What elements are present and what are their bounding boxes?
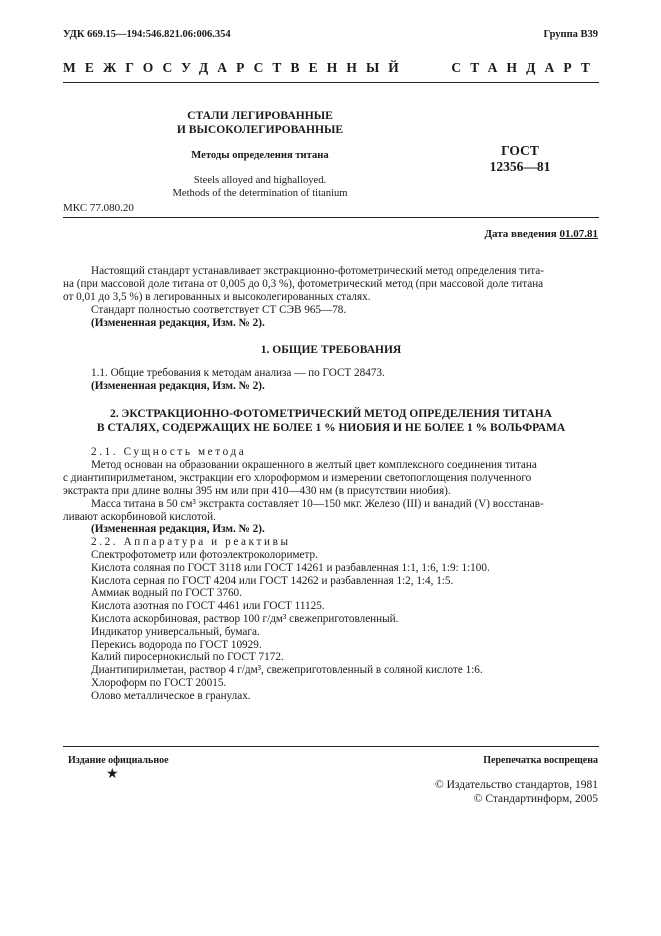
clause-2-2: 2.2. Аппаратура и реактивы	[91, 536, 291, 548]
section-2-revision: (Измененная редакция, Изм. № 2).	[91, 523, 265, 535]
gost-label: ГОСТ	[501, 143, 539, 158]
interstate-standard-banner: МЕЖГОСУДАРСТВЕННЫЙ СТАНДАРТ	[63, 60, 599, 75]
title-rule	[63, 217, 599, 218]
reagent-item: Калий пиросернокислый по ГОСТ 7172.	[91, 651, 284, 663]
reagent-item: Кислота соляная по ГОСТ 3118 или ГОСТ 14261 и разбавленная 1:1, 1:6, 1:9: 1:100.	[91, 562, 490, 574]
title-english-1: Steels alloyed and highalloyed.	[193, 175, 327, 186]
section-1-revision: (Измененная редакция, Изм. № 2).	[91, 380, 265, 392]
effective-date	[484, 228, 598, 240]
mks-code: МКС 77.080.20	[63, 202, 134, 214]
gost-number: 12356—81	[489, 159, 551, 174]
section-2-heading-line-2: В СТАЛЯХ, СОДЕРЖАЩИХ НЕ БОЛЕЕ 1 % НИОБИЯ И НЕ БОЛЕЕ 1 % ВОЛЬФРАМА	[96, 422, 566, 434]
official-edition: Издание официальное	[68, 755, 169, 766]
reagent-item: Кислота аскорбиновая, раствор 100 г/дм³ свежеприготовленный.	[91, 613, 399, 625]
title-line-2: И ВЫСОКОЛЕГИРОВАННЫЕ	[176, 123, 344, 136]
section-2-heading-line-1: 2. ЭКСТРАКЦИОННО-ФОТОМЕТРИЧЕСКИЙ МЕТОД ОПРЕДЕЛЕНИЯ ТИТАНА	[110, 408, 552, 420]
footer-rule	[63, 746, 599, 747]
star-icon: ★	[106, 767, 119, 782]
reagent-item: Индикатор универсальный, бумага.	[91, 626, 260, 638]
udk-code: УДК 669.15—194:546.821.06:006.354	[63, 29, 231, 40]
title-subtitle: Методы определения титана	[191, 150, 329, 161]
title-line-1: СТАЛИ ЛЕГИРОВАННЫЕ	[187, 109, 333, 122]
intro-line-1: Настоящий стандарт устанавливает экстракционно-фотометрический метод определения тита-	[91, 265, 544, 277]
effective-date-label: Дата введения	[484, 228, 557, 240]
reagent-item: Хлороформ по ГОСТ 20015.	[91, 677, 227, 689]
reagent-item: Аммиак водный по ГОСТ 3760.	[91, 587, 242, 599]
title-english-2: Methods of the determination of titanium	[172, 188, 348, 199]
intro-compliance: Стандарт полностью соответствует СТ СЭВ 965—78.	[91, 304, 347, 316]
section-1-heading: 1. ОБЩИЕ ТРЕБОВАНИЯ	[260, 344, 402, 356]
effective-date-value: 01.07.81	[559, 228, 598, 240]
intro-line-3: от 0,01 до 3,5 %) в легированных и высоколегированных сталях.	[63, 291, 371, 303]
clause-2-1: 2.1. Сущность метода	[91, 446, 247, 458]
reagent-item: Кислота азотная по ГОСТ 4461 или ГОСТ 11125.	[91, 600, 325, 612]
reagent-item: Кислота серная по ГОСТ 4204 или ГОСТ 14262 и разбавленная 1:2, 1:4, 1:5.	[91, 575, 454, 587]
method-line-3: экстракта при длине волны 395 нм или при 410—430 нм (в присутствии ниобия).	[63, 485, 451, 497]
reagent-item: Спектрофотометр или фотоэлектроколориметр.	[91, 549, 318, 561]
clause-1-1: 1.1. Общие требования к методам анализа — по ГОСТ 28473.	[91, 367, 385, 379]
group-code: Группа В39	[543, 29, 598, 40]
method-line-1: Метод основан на образовании окрашенного в желтый цвет комплексного соединения титана	[91, 459, 537, 471]
mass-line-1: Масса титана в 50 см³ экстракта составляет 10—150 мкг. Железо (III) и ванадий (V) восстанав-	[91, 498, 544, 510]
reagent-item: Олово металлическое в гранулах.	[91, 690, 251, 702]
reagent-item: Диантипирилметан, раствор 4 г/дм³, свежеприготовленный в соляной кислоте 1:6.	[91, 664, 483, 676]
method-line-2: с диантипирилметаном, экстракции его хлороформом и измерении светопоглощения полученного	[63, 472, 532, 484]
mass-line-2: ливают аскорбиновой кислотой.	[63, 511, 216, 523]
copyright-2005: © Стандартинформ, 2005	[473, 793, 598, 805]
reprint-prohibited: Перепечатка воспрещена	[483, 755, 598, 766]
intro-line-2: на (при массовой доле титана от 0,005 до 0,3 %), фотометрический метод (при массовой доле титана	[63, 278, 544, 290]
reagent-item: Перекись водорода по ГОСТ 10929.	[91, 639, 262, 651]
banner-rule	[63, 82, 599, 83]
intro-revision: (Измененная редакция, Изм. № 2).	[91, 317, 265, 329]
copyright-1981: © Издательство стандартов, 1981	[434, 779, 598, 791]
